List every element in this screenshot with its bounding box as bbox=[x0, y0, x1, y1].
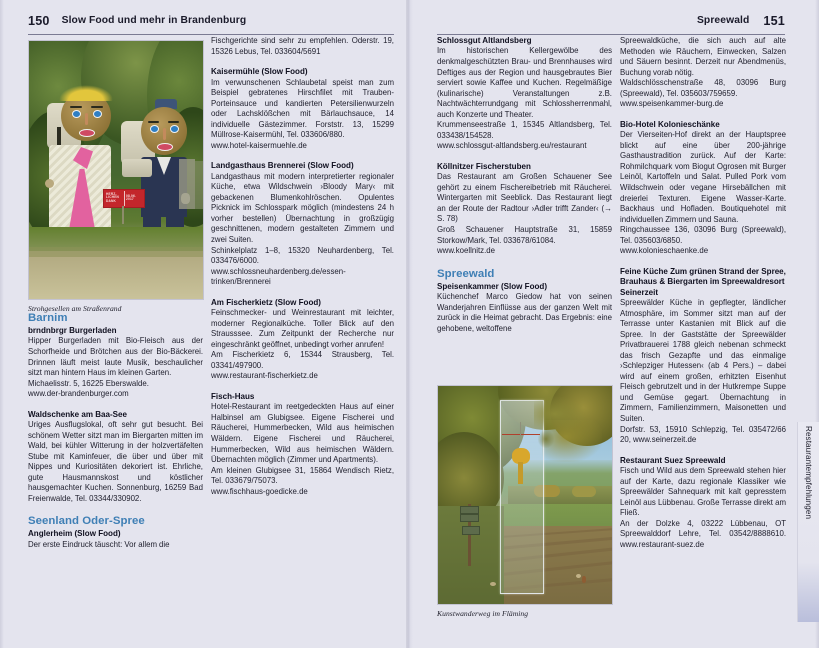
right-running-title: Spreewald bbox=[696, 15, 750, 26]
entry-text: Das Restaurant am Großen Schauener See gehört zu einem Fischereibetrieb mit Räucherei. Wintergarten mit Seeblick. Das Restaurant liegt an der Route der Radtour ›Adler trifft Zander‹ (→ S. 78) bbox=[437, 172, 612, 224]
entry-text: Hotel-Restaurant im reetgedeckten Haus auf einer Halbinsel am Glubigsee. Eigene Fischerei und Räucherei, Hummerbecken, Wild aus heimischen Wäldern. Eigene Fischerei und Räucherei, Hummerbecken, Wild aus heimischen Wäldern. Übernachten möglich (Zimmer und Apartments). bbox=[211, 402, 394, 465]
entry-text: www.fischhaus-goedicke.de bbox=[211, 486, 308, 496]
straw-figures-image bbox=[28, 40, 204, 300]
entry-heading: Fisch-Haus bbox=[211, 391, 255, 401]
entry-text: Groß Schauener Hauptstraße 31, 15859 Storkow/Mark, Tel. 033678/61084. bbox=[437, 225, 612, 245]
entry-heading: Kaisermühle (Slow Food) bbox=[211, 67, 308, 77]
left-page-number: 150 bbox=[28, 14, 50, 28]
region-heading: Spreewald bbox=[437, 267, 495, 280]
entry-text: Landgasthaus mit modern interpretierter regionaler Küche, etwa Wildschwein ›Bloody Mary‹ mit gebackenen Blumenkohlröschen. Opulentes Picknick im Schlosspark möglich (mindestens 24 h vorher bestellen) Übernachtung in großzügig geschnittenen, modern gestalteten Zimmern und zwei Suiten. bbox=[211, 171, 394, 245]
entry-text: An der Dolzke 4, 03222 Lübbenau, OT Spreewalddorf Lehre, Tel. 03542/8888610. www.restaurant-suez.de bbox=[620, 518, 786, 549]
entry-heading: Landgasthaus Brennerei (Slow Food) bbox=[211, 161, 354, 171]
straw-figure-bride bbox=[45, 85, 119, 245]
entry-text: Michaelisstr. 5, 16225 Eberswalde. bbox=[28, 378, 149, 388]
left-running-title: Slow Food und mehr in Brandenburg bbox=[61, 15, 247, 26]
chapter-side-tab bbox=[797, 422, 819, 622]
glass-art-image bbox=[437, 385, 613, 605]
entry-text: www.kolonieschaenke.de bbox=[620, 246, 709, 256]
entry-text: Krummenseestraße 1, 15345 Altlandsberg, Tel. 033438/154528. bbox=[437, 120, 612, 140]
entry-text: Spreewälder Küche in gepflegter, ländlicher Atmosphäre, im Sommer sitzt man auf der Terrasse unter Kastanien mit Blick auf die Spree. In der Gaststätte der Spreewälder Privatbrauerei 1788 gleich nebenan schmeckt das frisch Gezapfte und das einmalige ›Schlepziger Hutessen‹ (ab 4 Pers.) – dabei wird auf einem großen, erhitzten Eisenhut Fleisch gebrutzelt und in der Hutkrempe Suppe und Gemüse gegart. Übernachtung in Zimmern, Familienzimmern, Maisonetten und Suiten. bbox=[620, 298, 786, 424]
entry-text: Im verwunschenen Schlaubetal speist man zum Beispiel gebratenes Hirschfilet mit Trauben-Porteinsauce und kandierten Petersilienwurzeln oder Lachsklößchen mit Bärlauchsauce, 14 individuelle Gästezimmer. Forststr. 13, 15299 Müllrose-Kaisermühl, Tel. 033606/880. bbox=[211, 77, 394, 140]
entry-text: Küchenchef Marco Giedow hat von seinen Wanderjahren Einflüsse aus der ganzen Welt mit zurück in die Heimat gebracht. Das Ergebnis: eine gehobene, weltoffene bbox=[437, 292, 612, 333]
entry-heading: Köllnitzer Fischerstuben bbox=[437, 161, 531, 171]
chapter-side-tab-label: Restaurantempfehlungen bbox=[803, 426, 813, 520]
entry-text: www.schlossgut-altlandsberg.eu/restaurant bbox=[437, 141, 587, 151]
figure-straw-figures bbox=[28, 40, 204, 313]
entry-text: Schinkelplatz 1–8, 15320 Neuhardenberg, Tel. 033476/6000. bbox=[211, 245, 394, 266]
entry-text: Am kleinen Glubigsee 31, 15864 Wendisch Rietz, Tel. 033679/75073. bbox=[211, 465, 394, 486]
column-left-1 bbox=[28, 312, 203, 550]
book-gutter bbox=[406, 0, 413, 648]
entry-text: Dorfstr. 53, 15910 Schlepzig, Tel. 035472/66 20, www.seinerzeit.de bbox=[620, 424, 786, 445]
entry-text: Der erste Eindruck täuscht: Vor allem die bbox=[28, 539, 170, 549]
entry-text: www.koellnitz.de bbox=[437, 246, 495, 256]
region-heading: Seenland Oder-Spree bbox=[28, 515, 145, 528]
entry-heading: Restaurant Suez Spreewald bbox=[620, 455, 726, 465]
entry-heading: Feine Küche Zum grünen Strand der Spree, Brauhaus & Biergarten im Spreewaldresort Seinerzeit bbox=[620, 266, 786, 297]
entry-text: www.hotel-kaisermuehle.de bbox=[211, 140, 307, 150]
entry-text: Ringchaussee 136, 03096 Burg (Spreewald), Tel. 035603/6850. bbox=[620, 225, 786, 245]
entry-text: Feinschmecker- und Weinrestaurant mit leichter, moderner Regionalküche. Toller Blick auf den Strausssee. Zum Zeitpunkt der Recherche nur eingeschränkt geöffnet, unbedingt vorher anrufen! bbox=[211, 308, 394, 349]
entry-heading: brndnbrgr Burgerladen bbox=[28, 326, 117, 335]
entry-text: Uriges Ausflugslokal, oft sehr gut besucht. Bei schönem Wetter sitzt man im Biergarten mitten im Wald, bei kühler Witterung in der holzvertäfelten Stube mit Kaminfeuer, die über und über mit Nippes und Kuriositäten dekoriert ist. Ehrliche, gute Hausmannskost und köstlicher hausgemachter Kuchen. Sonnenburg, 16259 Bad Freienwalde, Tel. 03344/330902. bbox=[28, 420, 203, 503]
entry-text: Der Vierseiten-Hof direkt an der Hauptspree blickt auf eine über 200-jährige Gasthaustradition zurück. Auf der Karte: Rohmilchquark vom Biogut Ogrosen mit Burger Leinöl, Kartoffeln und Salat. Pulled Pork vom Wildschwein oder vegane Hirsebällchen mit dreierlei Texturen. Eigene Wasser-Karte. Backhaus und Hofladen. Boutiquehotel mit individuellen Zimmern und Sauna. bbox=[620, 130, 786, 224]
column-right-1 bbox=[437, 36, 612, 334]
region-heading: Barnim bbox=[28, 312, 68, 324]
glass-art-caption: Kunstwanderweg im Fläming bbox=[437, 608, 529, 618]
entry-heading: Anglerheim (Slow Food) bbox=[28, 529, 121, 539]
entry-text: www.speisenkammer-burg.de bbox=[620, 99, 724, 109]
entry-text: Fisch und Wild aus dem Spreewald stehen hier auf der Karte, dazu regionale Klassiker wie Spreewälder Sahnequark mit kalt gepresstem Leinöl aus Lübbenau. Große Terrasse direkt am Fließ. bbox=[620, 466, 786, 518]
entry-heading: Schlossgut Altlandsberg bbox=[437, 36, 532, 45]
entry-heading: Waldschenke am Baa-See bbox=[28, 409, 127, 419]
entry-heading: Bio-Hotel Kolonieschänke bbox=[620, 119, 720, 129]
entry-heading: Speisenkammer (Slow Food) bbox=[437, 281, 547, 291]
column-left-2 bbox=[211, 36, 394, 497]
entry-text: www.schlossneuhardenberg.de/essen-trinken/Brennerei bbox=[211, 266, 346, 287]
entry-text: Im historischen Kellergewölbe des denkmalgeschützten Brau- und Brennhauses wird Deftiges aus der Region und hausgebrautes Bier serviert sowie Kaffee und Kuchen. Regelmäßige (kulinarische) Veranstaltungen z.B. Nachtwächterrundgang mit Schlossherrenmahl, auch Konzerte und Theater. bbox=[437, 46, 612, 119]
left-page-edge bbox=[0, 0, 4, 648]
entry-text: Fischgerichte sind sehr zu empfehlen. Oderstr. 19, 15326 Lebus, Tel. 033604/5691 bbox=[211, 36, 394, 56]
entry-text: Spreewaldküche, die sich auch auf alte Methoden wie Räuchern, Einwecken, Salzen und Säuern besinnt. Derzeit nur Abendmenüs, Buchung vorab nötig. bbox=[620, 36, 786, 77]
left-running-head bbox=[28, 14, 394, 35]
entry-text: Waldschlösschenstraße 48, 03096 Burg (Spreewald), Tel. 035603/759659. bbox=[620, 78, 786, 98]
entry-heading: Am Fischerkietz (Slow Food) bbox=[211, 297, 321, 307]
entry-text: Hipper Burgerladen mit Bio-Fleisch aus der Schorfheide und Brötchen aus der Bio-Bäckerei. Drinnen läuft meist laute Musik, beschaulicher sitzt man hintern Haus im kleinen Garten. bbox=[28, 336, 203, 378]
right-running-head bbox=[437, 14, 785, 35]
figure-glass-art bbox=[437, 385, 613, 618]
column-right-2 bbox=[620, 36, 786, 550]
entry-text: www.restaurant-fischerkietz.de bbox=[211, 371, 318, 381]
thank-you-sign: HERZ- LICHEN DANK 08.06. 2017 bbox=[103, 189, 145, 208]
entry-text: Am Fischerkietz 6, 15344 Strausberg, Tel. 03341/497900. bbox=[211, 350, 394, 370]
straw-figures-caption: Strohgesellen am Straßenrand bbox=[28, 303, 122, 313]
right-page-number: 151 bbox=[763, 14, 785, 28]
entry-text: www.der-brandenburger.com bbox=[28, 389, 129, 399]
